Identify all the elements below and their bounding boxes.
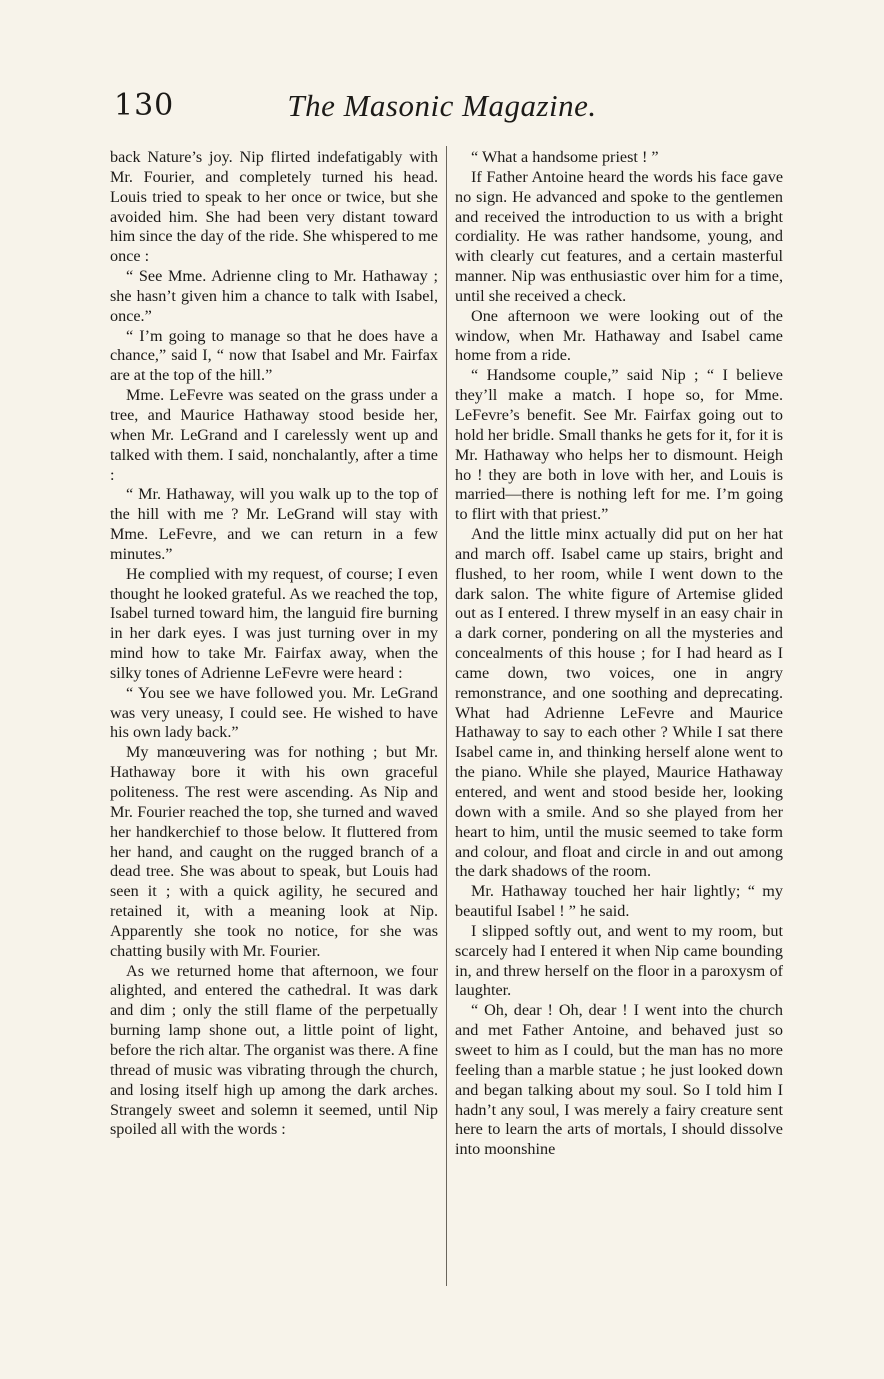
paragraph: “ Handsome couple,” said Nip ; “ I believe they’ll make a match. I hope so, for Mme. LeFevre’s benefit. See Mr. Fairfax going out to hold her bridle. Small thanks he gets for it, for it is Mr. Hathaway who helps her to dismount. Heigh ho ! they are both in love with her, and Louis is married—there is nothing left for me. I’m going to flirt with that priest.” [455,366,783,524]
running-title: The Masonic Magazine. [287,88,597,123]
right-column [455,148,783,1160]
paragraph: I slipped softly out, and went to my room, but scarcely had I entered it when Nip came bounding in, and threw herself on the floor in a paroxysm of laughter. [455,921,783,1000]
page-number: 130 [114,88,175,123]
paragraph: One afternoon we were looking out of the window, when Mr. Hathaway and Isabel came home from a ride. [455,306,783,365]
paragraph: Mr. Hathaway touched her hair lightly; “ my beautiful Isabel ! ” he said. [455,882,783,921]
paragraph: Mme. LeFevre was seated on the grass under a tree, and Maurice Hathaway stood beside her, when Mr. LeGrand and I carelessly went up and talked with them. I said, nonchalantly, after a time : [110,386,438,484]
paragraph: “ I’m going to manage so that he does have a chance,” said I, “ now that Isabel and Mr. Fairfax are at the top of the hill.” [110,326,438,385]
page-header [0,88,884,128]
paragraph: “ You see we have followed you. Mr. LeGrand was very uneasy, I could see. He wished to have his own lady back.” [110,683,438,742]
paragraph: “ See Mme. Adrienne cling to Mr. Hathaway ; she hasn’t given him a chance to talk with Isabel, once.” [110,267,438,325]
paragraph: “ Mr. Hathaway, will you walk up to the top of the hill with me ? Mr. LeGrand will stay with Mme. LeFevre, and we can return in a few minutes.” [110,485,438,563]
paragraph: back Nature’s joy. Nip flirted indefatigably with Mr. Fourier, and completely turned his head. Louis tried to speak to her once or twice, but she avoided him. She had been very distant toward him since the day of the ride. She whispered to me once : [110,148,438,266]
paragraph: As we returned home that afternoon, we four alighted, and entered the cathedral. It was dark and dim ; only the still flame of the perpetually burning lamp shone out, a little point of light, before the rich altar. The organist was there. A fine thread of music was vibrating through the church, and losing itself high up among the dark arches. Strangely sweet and solemn it seemed, until Nip spoiled all with the words : [110,961,438,1139]
column-divider [446,146,447,1286]
paragraph: And the little minx actually did put on her hat and march off. Isabel came up stairs, bright and flushed, to her room, while I went down to the dark salon. The white figure of Artemise glided out as I entered. I threw myself in an easy chair in a dark corner, pondering on all the mysteries and concealments of this house ; for I had heard as I came down, two voices, one in angry remonstrance, and one soothing and deprecating. What had Adrienne LeFevre and Maurice Hathaway to say to each other ? While I sat there Isabel came in, and thinking herself alone went to the piano. While she played, Maurice Hathaway entered, and went and stood beside her, looking down with a smile. And so she played from her heart to him, until the music seemed to take form and colour, and float and circle in and out among the dark shadows of the room. [455,525,783,881]
paragraph: “ Oh, dear ! Oh, dear ! I went into the church and met Father Antoine, and behaved just so sweet to him as I could, but the man has no more feeling than a marble statue ; he just looked down and began talking about my soul. So I told him I hadn’t any soul, I was merely a fairy creature sent here to learn the arts of mortals, I should dissolve into moonshine [455,1001,783,1159]
paragraph: If Father Antoine heard the words his face gave no sign. He advanced and spoke to the gentlemen and received the introduction to us with a bright cordiality. He was rather handsome, young, and with clearly cut features, and a certain masterful manner. Nip was enthusiastic over him for a time, until she received a check. [455,167,783,305]
left-column [110,148,438,1140]
paragraph: “ What a handsome priest ! ” [471,148,659,166]
paragraph: He complied with my request, of course; I even thought he looked grateful. As we reached the top, Isabel turned toward him, the languid fire burning in her dark eyes. I was just turning over in my mind how to take Mr. Fairfax away, when the silky tones of Adrienne LeFevre were heard : [110,564,438,682]
paragraph: My manœuvering was for nothing ; but Mr. Hathaway bore it with his own graceful politeness. The rest were ascending. As Nip and Mr. Fourier reached the top, she turned and waved her handkerchief to those below. It fluttered from her hand, and caught on the rugged branch of a dead tree. She was about to speak, but Louis had seen it ; with a quick agility, he secured and retained it, with a meaning look at Nip. Apparently she took no notice, for she was chatting busily with Mr. Fourier. [110,743,438,960]
